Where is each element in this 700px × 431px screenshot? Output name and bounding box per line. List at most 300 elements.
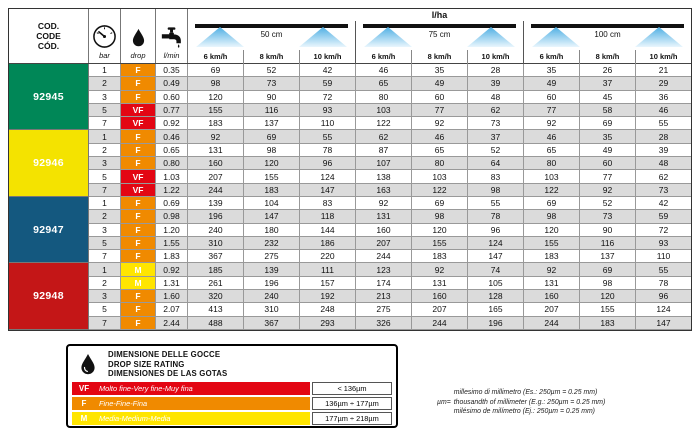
legend-header <box>72 349 392 380</box>
drop-rating-badge: F <box>121 77 156 90</box>
lha-value-cell: 46 <box>636 104 691 117</box>
lha-value-cell: 128 <box>468 290 524 303</box>
lha-value-cell: 48 <box>636 157 691 170</box>
drop-size-range: < 136µm <box>312 382 392 396</box>
drop-rating-badge: VF <box>121 184 156 197</box>
legend-row-m <box>72 412 392 426</box>
legend-color-bar <box>72 412 310 426</box>
lha-value-cell: 413 <box>188 303 244 316</box>
lha-value-cell: 110 <box>300 117 356 130</box>
lha-value-cell: 39 <box>636 144 691 157</box>
lha-value-cell: 64 <box>468 157 524 170</box>
legend-title-line: DROP SIZE RATING <box>108 359 185 369</box>
speed-header-row <box>356 50 523 64</box>
lha-value-cell: 160 <box>188 157 244 170</box>
lha-value-cell: 196 <box>468 317 524 330</box>
lha-value-cell: 60 <box>412 91 468 104</box>
lha-value-cell: 120 <box>188 91 244 104</box>
table-row <box>89 303 691 316</box>
table-header <box>9 9 691 64</box>
lha-value-cell: 183 <box>412 250 468 263</box>
lha-value-cell: 183 <box>524 250 580 263</box>
flow-value-cell: 0.46 <box>156 130 188 143</box>
lha-value-cell: 26 <box>580 64 636 77</box>
lha-value-cell: 69 <box>524 197 580 210</box>
drop-rating-badge: F <box>121 250 156 263</box>
drop-rating-badge: F <box>121 91 156 104</box>
lha-value-cell: 326 <box>356 317 412 330</box>
lha-value-cell: 157 <box>300 277 356 290</box>
lha-value-cell: 248 <box>300 303 356 316</box>
lha-value-cell: 73 <box>636 184 691 197</box>
lha-value-cell: 144 <box>300 224 356 237</box>
header-code-line: CÓD. <box>37 41 60 51</box>
droplet-icon <box>77 352 99 377</box>
flow-value-cell: 0.65 <box>156 144 188 157</box>
speed-label: 10 km/h <box>299 50 355 64</box>
lha-value-cell: 55 <box>636 117 691 130</box>
drop-rating-badge: VF <box>121 117 156 130</box>
lha-value-cell: 62 <box>636 170 691 183</box>
lha-value-cell: 111 <box>300 263 356 276</box>
lha-value-cell: 77 <box>412 104 468 117</box>
lha-value-cell: 155 <box>580 303 636 316</box>
drop-rating-badge: VF <box>121 170 156 183</box>
lha-value-cell: 293 <box>300 317 356 330</box>
drop-rating-badge: F <box>121 157 156 170</box>
drop-rating-badge: F <box>121 197 156 210</box>
lha-value-cell: 207 <box>356 237 412 250</box>
drop-rating-badge: F <box>121 303 156 316</box>
lha-value-cell: 69 <box>244 130 300 143</box>
header-code-line: COD. <box>37 21 60 31</box>
lha-value-cell: 138 <box>356 170 412 183</box>
faucet-icon <box>160 25 184 49</box>
lha-value-cell: 120 <box>412 224 468 237</box>
spacing-label: 50 cm <box>260 30 283 39</box>
lha-value-cell: 160 <box>412 290 468 303</box>
lha-value-cell: 310 <box>244 303 300 316</box>
lha-value-cell: 69 <box>580 263 636 276</box>
lha-value-cell: 124 <box>468 237 524 250</box>
lha-value-cell: 49 <box>580 144 636 157</box>
lha-value-cell: 367 <box>188 250 244 263</box>
lha-value-cell: 98 <box>412 210 468 223</box>
lha-value-cell: 69 <box>188 64 244 77</box>
lha-value-cell: 92 <box>524 117 580 130</box>
lha-value-cell: 120 <box>580 290 636 303</box>
bar-value-cell: 2 <box>89 277 121 290</box>
lha-value-cell: 46 <box>412 130 468 143</box>
table-row <box>89 250 691 263</box>
lha-value-cell: 155 <box>244 170 300 183</box>
lha-value-cell: 98 <box>188 77 244 90</box>
lha-value-cell: 80 <box>524 157 580 170</box>
flow-value-cell: 0.98 <box>156 210 188 223</box>
lha-value-cell: 52 <box>244 64 300 77</box>
bar-value-cell: 7 <box>89 250 121 263</box>
drop-size-legend <box>66 344 398 428</box>
lha-value-cell: 147 <box>636 317 691 330</box>
lha-value-cell: 55 <box>468 197 524 210</box>
table-row <box>89 224 691 237</box>
lha-value-cell: 244 <box>524 317 580 330</box>
lha-value-cell: 103 <box>524 170 580 183</box>
header-code-cell <box>9 9 89 63</box>
lha-value-cell: 165 <box>468 303 524 316</box>
lha-value-cell: 36 <box>636 91 691 104</box>
lha-value-cell: 207 <box>412 303 468 316</box>
lha-value-cell: 35 <box>580 130 636 143</box>
flow-value-cell: 0.92 <box>156 263 188 276</box>
speed-label: 10 km/h <box>635 50 691 64</box>
lha-value-cell: 183 <box>244 184 300 197</box>
lha-value-cell: 124 <box>636 303 691 316</box>
table-row <box>89 237 691 250</box>
lha-value-cell: 72 <box>636 224 691 237</box>
table-body <box>9 64 691 330</box>
lha-value-cell: 60 <box>580 157 636 170</box>
boom-spray-icon <box>524 21 691 50</box>
lha-value-cell: 261 <box>188 277 244 290</box>
drop-rating-badge: VF <box>121 104 156 117</box>
legend-color-bar <box>72 397 310 411</box>
legend-title <box>108 350 227 379</box>
flow-value-cell: 1.31 <box>156 277 188 290</box>
speed-header-row <box>524 50 691 64</box>
nozzle-group <box>9 130 691 196</box>
table-row <box>89 184 691 197</box>
micron-note <box>437 388 605 417</box>
lha-value-cell: 93 <box>300 104 356 117</box>
lha-value-cell: 116 <box>244 104 300 117</box>
lha-value-cell: 122 <box>356 117 412 130</box>
lha-value-cell: 73 <box>468 117 524 130</box>
flow-value-cell: 0.92 <box>156 117 188 130</box>
lha-value-cell: 83 <box>468 170 524 183</box>
lha-value-cell: 39 <box>468 77 524 90</box>
lha-value-cell: 183 <box>188 117 244 130</box>
group-rows <box>89 263 691 329</box>
flow-value-cell: 1.22 <box>156 184 188 197</box>
lha-value-cell: 120 <box>524 224 580 237</box>
lha-value-cell: 49 <box>412 77 468 90</box>
nozzle-group <box>9 263 691 329</box>
lha-value-cell: 183 <box>580 317 636 330</box>
drop-rating-code: VF <box>78 383 90 393</box>
bar-value-cell: 5 <box>89 104 121 117</box>
speed-label: 8 km/h <box>243 50 299 64</box>
lha-value-cell: 137 <box>244 117 300 130</box>
header-pressure-cell <box>89 9 121 63</box>
lha-value-cell: 69 <box>412 197 468 210</box>
lha-value-cell: 244 <box>356 250 412 263</box>
bar-value-cell: 3 <box>89 290 121 303</box>
lha-value-cell: 77 <box>524 104 580 117</box>
lha-value-cell: 131 <box>356 210 412 223</box>
lha-value-cell: 78 <box>300 144 356 157</box>
lha-value-cell: 74 <box>468 263 524 276</box>
table-row <box>89 197 691 210</box>
spacing-label: 75 cm <box>428 30 451 39</box>
drop-column-label: drop <box>130 51 146 60</box>
lha-value-cell: 83 <box>300 197 356 210</box>
lha-value-cell: 52 <box>468 144 524 157</box>
legend-row-vf <box>72 382 392 396</box>
lha-value-cell: 37 <box>468 130 524 143</box>
lha-value-cell: 49 <box>524 77 580 90</box>
table-row <box>89 64 691 77</box>
lha-value-cell: 92 <box>356 197 412 210</box>
lha-value-cell: 120 <box>244 157 300 170</box>
bar-value-cell: 1 <box>89 130 121 143</box>
legend-title-line: DIMENSIONES DE LAS GOTAS <box>108 369 228 379</box>
lha-value-cell: 62 <box>356 130 412 143</box>
nozzle-flow-table <box>8 8 692 331</box>
bar-value-cell: 1 <box>89 263 121 276</box>
lha-value-cell: 96 <box>468 224 524 237</box>
bar-value-cell: 5 <box>89 303 121 316</box>
lha-value-cell: 207 <box>524 303 580 316</box>
nozzle-group <box>9 64 691 130</box>
lha-value-cell: 52 <box>580 197 636 210</box>
lha-value-cell: 98 <box>468 184 524 197</box>
drop-rating-label: Media-Medium-Media <box>99 414 171 424</box>
drop-rating-label: Fine-Fine-Fina <box>99 398 148 408</box>
flow-value-cell: 0.80 <box>156 157 188 170</box>
flow-value-cell: 0.49 <box>156 77 188 90</box>
flow-value-cell: 2.07 <box>156 303 188 316</box>
lha-value-cell: 110 <box>636 250 691 263</box>
bar-value-cell: 7 <box>89 184 121 197</box>
lha-value-cell: 320 <box>188 290 244 303</box>
code-cell: 92947 <box>9 197 89 263</box>
lha-value-cell: 192 <box>300 290 356 303</box>
lha-value-cell: 310 <box>188 237 244 250</box>
bar-value-cell: 5 <box>89 237 121 250</box>
flow-value-cell: 1.20 <box>156 224 188 237</box>
lha-value-cell: 107 <box>356 157 412 170</box>
bar-value-cell: 1 <box>89 197 121 210</box>
bar-value-cell: 3 <box>89 157 121 170</box>
lha-value-cell: 122 <box>524 184 580 197</box>
bar-value-cell: 2 <box>89 77 121 90</box>
boom-spray-icon <box>188 21 355 50</box>
lha-value-cell: 96 <box>300 157 356 170</box>
drop-rating-badge: M <box>121 277 156 290</box>
table-row <box>89 277 691 290</box>
code-cell: 92946 <box>9 130 89 196</box>
spacing-group-100cm <box>523 21 691 64</box>
lha-value-cell: 87 <box>356 144 412 157</box>
lha-value-cell: 196 <box>244 277 300 290</box>
speed-label: 6 km/h <box>539 52 564 61</box>
lha-value-cell: 240 <box>188 224 244 237</box>
legend-title-line: DIMENSIONE DELLE GOCCE <box>108 350 221 360</box>
lha-value-cell: 92 <box>412 263 468 276</box>
drop-rating-badge: F <box>121 317 156 330</box>
flow-value-cell: 0.69 <box>156 197 188 210</box>
flow-value-cell: 1.83 <box>156 250 188 263</box>
header-drop-cell <box>121 9 156 63</box>
lha-value-cell: 180 <box>244 224 300 237</box>
table-row <box>89 104 691 117</box>
lha-value-cell: 186 <box>300 237 356 250</box>
lha-value-cell: 65 <box>524 144 580 157</box>
drop-rating-badge: F <box>121 64 156 77</box>
lha-value-cell: 72 <box>300 91 356 104</box>
lha-value-cell: 77 <box>580 170 636 183</box>
micron-symbol: µm= <box>437 398 451 406</box>
lha-value-cell: 155 <box>524 237 580 250</box>
micron-note-lines <box>454 388 606 417</box>
lha-value-cell: 60 <box>524 91 580 104</box>
code-cell: 92948 <box>9 263 89 329</box>
speed-label: 6 km/h <box>203 52 228 61</box>
lha-value-cell: 103 <box>356 104 412 117</box>
lha-value-cell: 48 <box>468 91 524 104</box>
table-row <box>89 290 691 303</box>
lha-value-cell: 58 <box>580 104 636 117</box>
flow-unit-label: l/min <box>163 51 180 60</box>
lha-value-cell: 55 <box>300 130 356 143</box>
lha-value-cell: 131 <box>188 144 244 157</box>
table-row <box>89 91 691 104</box>
lha-value-cell: 45 <box>580 91 636 104</box>
table-row <box>89 210 691 223</box>
lha-value-cell: 92 <box>412 117 468 130</box>
flow-value-cell: 2.44 <box>156 317 188 330</box>
bar-value-cell: 2 <box>89 144 121 157</box>
lha-value-cell: 65 <box>356 77 412 90</box>
lha-value-cell: 21 <box>636 64 691 77</box>
lha-value-cell: 69 <box>580 117 636 130</box>
lha-value-cell: 35 <box>524 64 580 77</box>
table-row <box>89 144 691 157</box>
header-lha-block <box>188 9 691 63</box>
header-flow-cell <box>156 9 188 63</box>
drop-rating-badge: F <box>121 224 156 237</box>
lha-value-cell: 118 <box>300 210 356 223</box>
lha-value-cell: 196 <box>188 210 244 223</box>
lha-value-cell: 124 <box>300 170 356 183</box>
drop-rating-badge: F <box>121 290 156 303</box>
lha-value-cell: 185 <box>188 263 244 276</box>
flow-value-cell: 0.35 <box>156 64 188 77</box>
lha-value-cell: 131 <box>524 277 580 290</box>
bar-value-cell: 3 <box>89 224 121 237</box>
lha-value-cell: 92 <box>524 263 580 276</box>
table-row <box>89 317 691 330</box>
spacing-group-50cm <box>188 21 355 64</box>
bar-value-cell: 3 <box>89 91 121 104</box>
speed-label: 8 km/h <box>579 50 635 64</box>
spacing-groups <box>188 21 691 64</box>
nozzle-group <box>9 197 691 263</box>
lha-value-cell: 78 <box>636 277 691 290</box>
table-row <box>89 170 691 183</box>
drop-rating-code: F <box>81 398 87 408</box>
spacing-label: 100 cm <box>594 30 621 39</box>
lha-value-cell: 155 <box>412 237 468 250</box>
lha-value-cell: 275 <box>244 250 300 263</box>
lha-value-cell: 131 <box>412 277 468 290</box>
micron-note-line: milésimo de milímetro (Ej.: 250µm = 0.25 mm) <box>453 408 595 416</box>
lha-value-cell: 147 <box>244 210 300 223</box>
drop-rating-code: M <box>80 414 88 424</box>
lha-value-cell: 90 <box>244 91 300 104</box>
table-row <box>89 77 691 90</box>
speed-label: 6 km/h <box>371 52 396 61</box>
lha-value-cell: 105 <box>468 277 524 290</box>
flow-value-cell: 1.03 <box>156 170 188 183</box>
lha-value-cell: 46 <box>524 130 580 143</box>
bar-value-cell: 2 <box>89 210 121 223</box>
lha-value-cell: 232 <box>244 237 300 250</box>
lha-value-cell: 207 <box>188 170 244 183</box>
table-row <box>89 157 691 170</box>
lha-value-cell: 139 <box>188 197 244 210</box>
flow-value-cell: 1.60 <box>156 290 188 303</box>
lha-value-cell: 367 <box>244 317 300 330</box>
drop-size-range: 177µm ÷ 218µm <box>312 412 392 426</box>
speed-label: 10 km/h <box>467 50 523 64</box>
legend-row-f <box>72 397 392 411</box>
lha-value-cell: 103 <box>412 170 468 183</box>
speed-label: 8 km/h <box>411 50 467 64</box>
lha-value-cell: 78 <box>468 210 524 223</box>
drop-rating-badge: F <box>121 144 156 157</box>
lha-value-cell: 163 <box>356 184 412 197</box>
micron-note-line: thousandth of millimeter (E.g.: 250µm = 0.25 mm) <box>453 398 606 406</box>
lha-value-cell: 244 <box>188 184 244 197</box>
lha-value-cell: 92 <box>580 184 636 197</box>
lha-value-cell: 73 <box>580 210 636 223</box>
lha-value-cell: 122 <box>412 184 468 197</box>
lha-value-cell: 62 <box>468 104 524 117</box>
lha-value-cell: 244 <box>412 317 468 330</box>
droplet-icon <box>128 26 149 49</box>
bar-value-cell: 1 <box>89 64 121 77</box>
lha-value-cell: 220 <box>300 250 356 263</box>
lha-value-cell: 98 <box>524 210 580 223</box>
lha-value-cell: 213 <box>356 290 412 303</box>
lha-value-cell: 96 <box>636 290 691 303</box>
lha-value-cell: 73 <box>244 77 300 90</box>
lha-value-cell: 59 <box>636 210 691 223</box>
lha-value-cell: 42 <box>636 197 691 210</box>
group-rows <box>89 197 691 263</box>
lha-value-cell: 37 <box>580 77 636 90</box>
drop-size-range: 136µm ÷ 177µm <box>312 397 392 411</box>
lha-value-cell: 160 <box>524 290 580 303</box>
lha-value-cell: 93 <box>636 237 691 250</box>
lha-value-cell: 80 <box>356 91 412 104</box>
lha-value-cell: 116 <box>580 237 636 250</box>
lha-value-cell: 488 <box>188 317 244 330</box>
lha-value-cell: 147 <box>300 184 356 197</box>
lha-value-cell: 28 <box>636 130 691 143</box>
boom-spray-icon <box>356 21 523 50</box>
lha-value-cell: 160 <box>356 224 412 237</box>
speed-header-row <box>188 50 355 64</box>
bar-value-cell: 5 <box>89 170 121 183</box>
lha-value-cell: 275 <box>356 303 412 316</box>
lha-value-cell: 35 <box>412 64 468 77</box>
lha-value-cell: 55 <box>636 263 691 276</box>
lha-value-cell: 92 <box>188 130 244 143</box>
drop-rating-badge: F <box>121 130 156 143</box>
